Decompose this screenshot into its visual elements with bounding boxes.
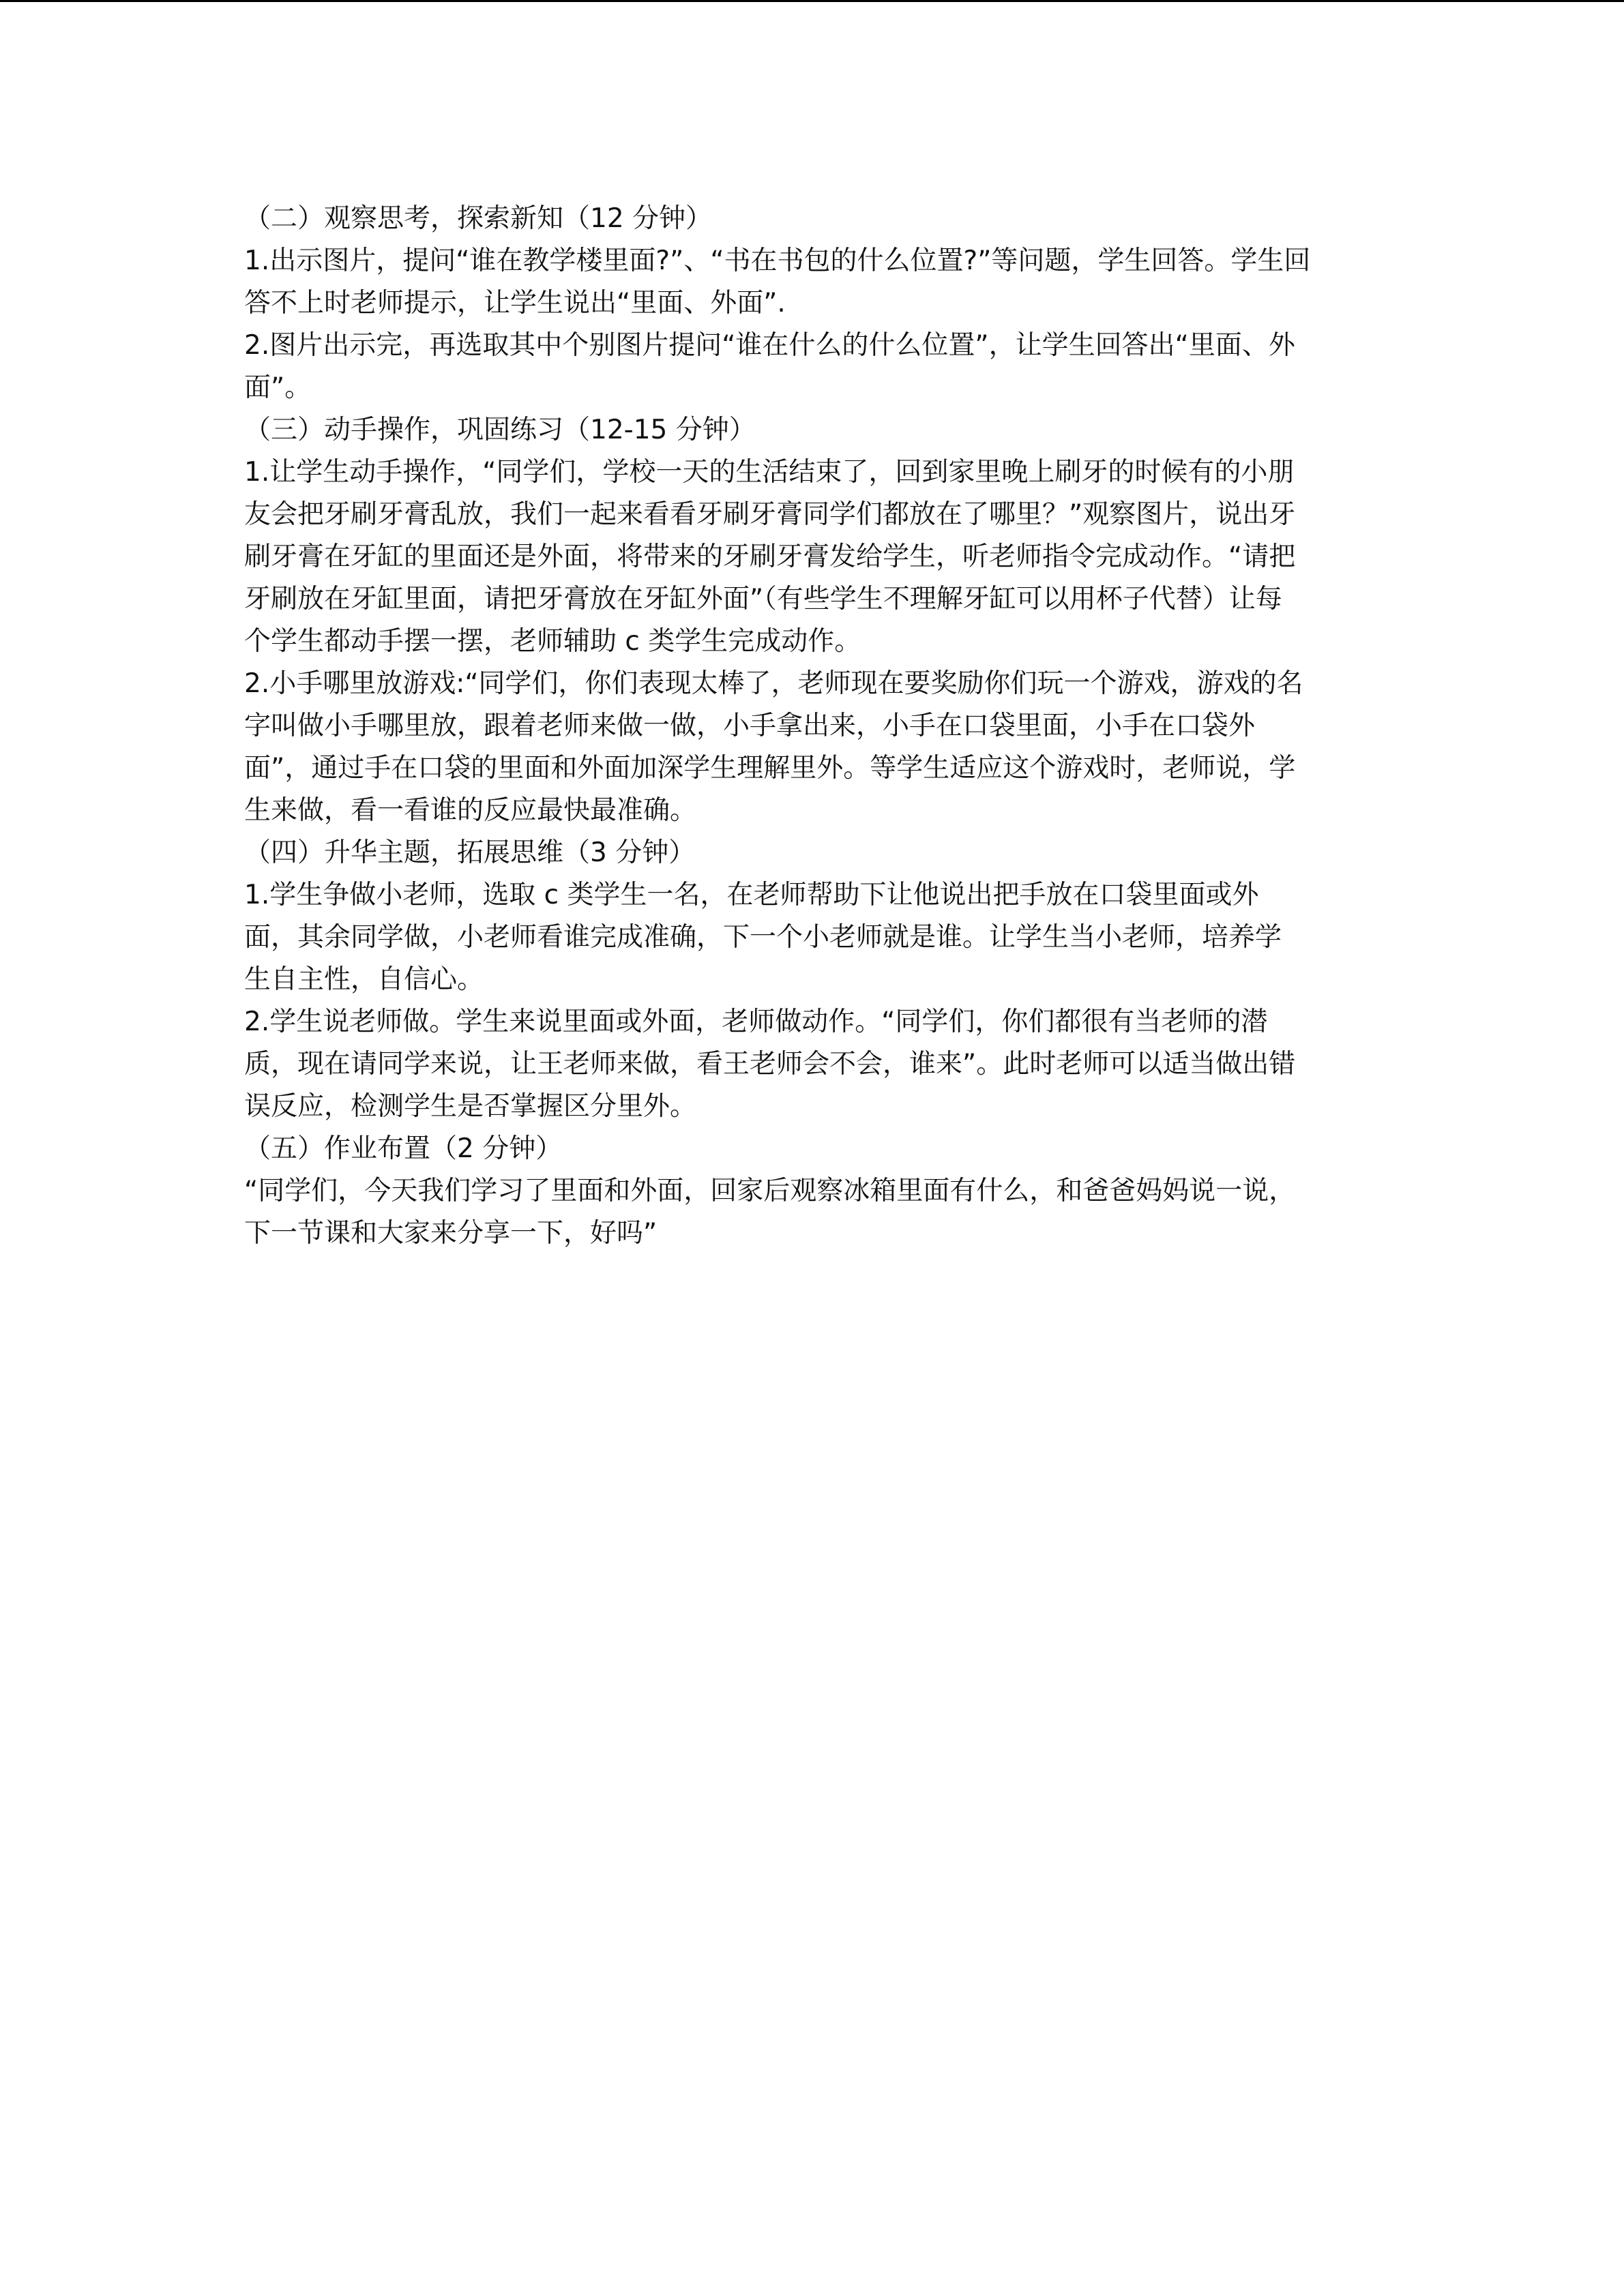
text-line: 面”。	[244, 372, 312, 403]
text-line: 1.学生争做小老师，选取 c 类学生一名，在老师帮助下让他说出把手放在口袋里面或外	[244, 880, 1259, 910]
text-line: 友会把牙刷牙膏乱放，我们一起来看看牙刷牙膏同学们都放在了哪里？”观察图片，说出牙	[244, 499, 1296, 530]
text-line: 字叫做小手哪里放，跟着老师来做一做，小手拿出来，小手在口袋里面，小手在口袋外	[244, 711, 1256, 741]
text-line: 2.图片出示完，再选取其中个别图片提问“谁在什么的什么位置”，让学生回答出“里面、外	[244, 330, 1295, 361]
text-line: 刷牙膏在牙缸的里面还是外面，将带来的牙刷牙膏发给学生，听老师指令完成动作。“请把	[244, 541, 1296, 572]
text-line: 个学生都动手摆一摆，老师辅助 c 类学生完成动作。	[244, 626, 861, 657]
text-line: 误反应，检测学生是否掌握区分里外。	[244, 1091, 697, 1122]
text-line: 1.让学生动手操作，“同学们，学校一天的生活结束了，回到家里晚上刷牙的时候有的小朋	[244, 457, 1295, 488]
text-line: 生来做，看一看谁的反应最快最准确。	[244, 795, 697, 826]
document-body	[244, 198, 1376, 1255]
text-line: “同学们，今天我们学习了里面和外面，回家后观察冰箱里面有什么，和爸爸妈妈说一说，	[244, 1176, 1296, 1206]
text-line: 1.出示图片，提问“谁在教学楼里面?”、“书在书包的什么位置?”等问题，学生回答。学生回	[244, 245, 1311, 276]
text-line: 面”，通过手在口袋的里面和外面加深学生理解里外。等学生适应这个游戏时，老师说，学	[244, 753, 1296, 784]
text-line: 答不上时老师提示，让学生说出“里面、外面”.	[244, 288, 786, 318]
text-line: 下一节课和大家来分享一下，好吗”	[244, 1218, 658, 1249]
text-line: 质，现在请同学来说，让王老师来做，看王老师会不会，谁来”。此时老师可以适当做出错	[244, 1049, 1296, 1079]
text-line: 2.学生说老师做。学生来说里面或外面，老师做动作。“同学们，你们都很有当老师的潜	[244, 1007, 1268, 1037]
text-line: 2.小手哪里放游戏:“同学们，你们表现太棒了，老师现在要奖励你们玩一个游戏，游戏的名	[244, 668, 1303, 699]
page-top-border	[0, 0, 1624, 2]
text-line: 生自主性，自信心。	[244, 964, 484, 995]
section-heading-2: （二）观察思考，探索新知（12 分钟）	[244, 203, 713, 234]
section-heading-4: （四）升华主题，拓展思维（3 分钟）	[244, 837, 696, 868]
text-line: 面，其余同学做，小老师看谁完成准确，下一个小老师就是谁。让学生当小老师，培养学	[244, 922, 1282, 953]
section-heading-3: （三）动手操作，巩固练习（12-15 分钟）	[244, 415, 756, 445]
section-heading-5: （五）作业布置（2 分钟）	[244, 1133, 563, 1164]
text-line: 牙刷放在牙缸里面，请把牙膏放在牙缸外面”（有些学生不理解牙缸可以用杯子代替）让每	[244, 584, 1282, 614]
